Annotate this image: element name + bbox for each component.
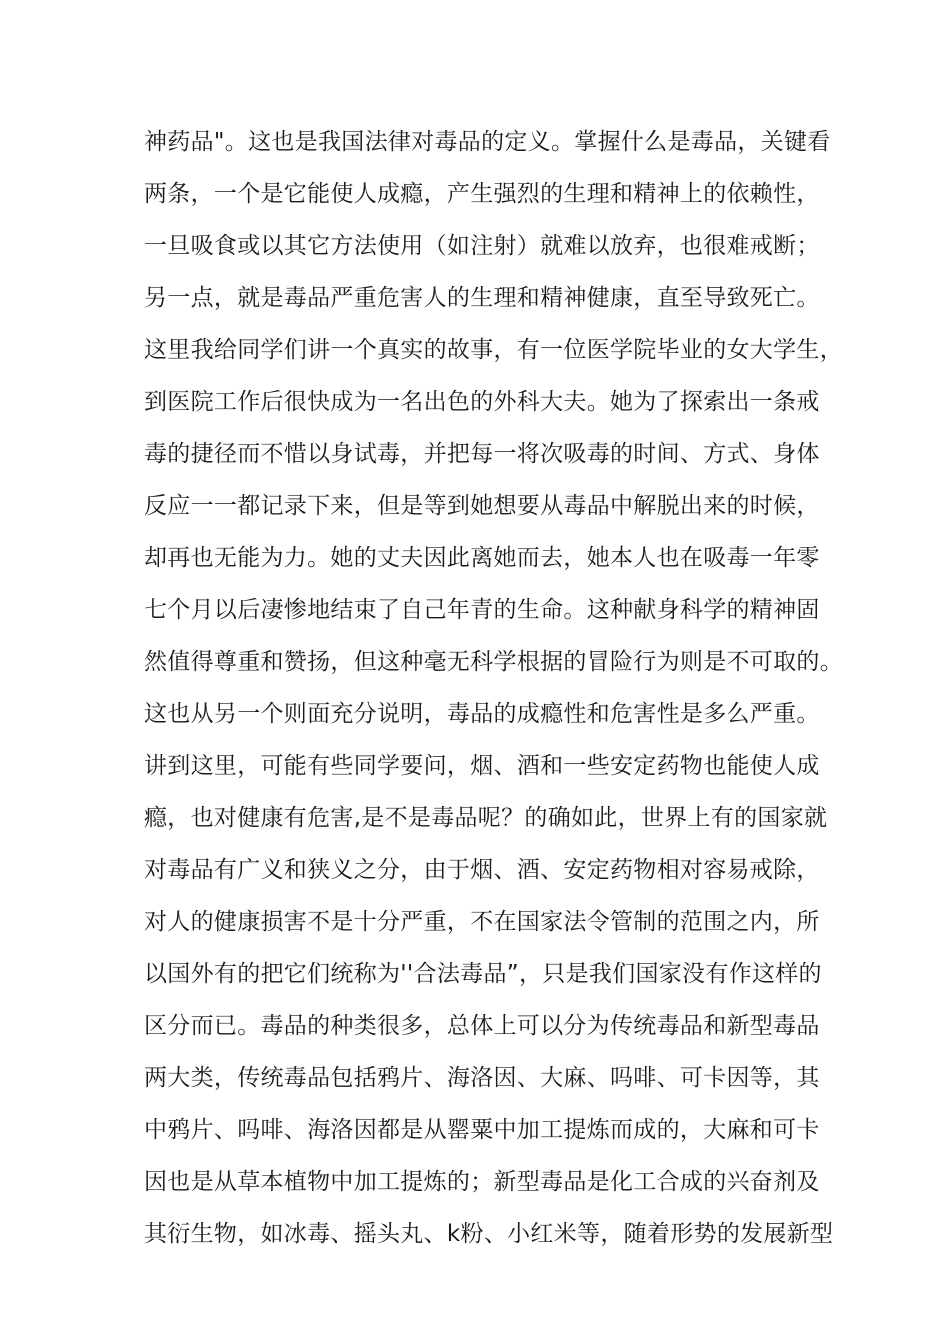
text-line: 到医院工作后很快成为一名出色的外科大夫。她为了探索出一条戒: [144, 389, 820, 415]
text-line: 反应一一都记录下来，但是等到她想要从毒品中解脱出来的时候，: [144, 493, 820, 519]
text-line: 这里我给同学们讲一个真实的故事，有一位医学院毕业的女大学生，: [144, 337, 843, 363]
text-line: 神药品"。这也是我国法律对毒品的定义。掌握什么是毒品，关键看: [144, 129, 831, 155]
text-line: 一旦吸食或以其它方法使用（如注射）就难以放弃，也很难戒断；: [144, 233, 820, 259]
text-line: 其衍生物，如冰毒、摇头丸、k粉、小红米等，随着形势的发展新型: [144, 1221, 834, 1247]
text-line: 对人的健康损害不是十分严重，不在国家法令管制的范围之内，所: [144, 909, 820, 935]
text-line: 因也是从草本植物中加工提炼的；新型毒品是化工合成的兴奋剂及: [144, 1169, 820, 1195]
text-line: 讲到这里，可能有些同学要问，烟、酒和一些安定药物也能使人成: [144, 753, 820, 779]
text-line: 中鸦片、吗啡、海洛因都是从罂粟中加工提炼而成的，大麻和可卡: [144, 1117, 820, 1143]
text-line: 这也从另一个则面充分说明，毒品的成瘾性和危害性是多么严重。: [144, 701, 820, 727]
text-line: 对毒品有广义和狭义之分，由于烟、酒、安定药物相对容易戒除，: [144, 857, 820, 883]
text-line: 区分而已。毒品的种类很多，总体上可以分为传统毒品和新型毒品: [144, 1013, 820, 1039]
text-line: 却再也无能为力。她的丈夫因此离她而去，她本人也在吸毒一年零: [144, 545, 820, 571]
text-line: 七个月以后凄惨地结束了自己年青的生命。这种献身科学的精神固: [144, 597, 820, 623]
body-text: [144, 122, 844, 1266]
text-line: 两条，一个是它能使人成瘾，产生强烈的生理和精神上的依赖性，: [144, 181, 820, 207]
text-line: 另一点，就是毒品严重危害人的生理和精神健康，直至导致死亡。: [144, 285, 820, 311]
text-line: 毒的捷径而不惜以身试毒，并把每一将次吸毒的时间、方式、身体: [144, 441, 820, 467]
text-line: 然值得尊重和赞扬，但这种毫无科学根据的冒险行为则是不可取的。: [144, 649, 843, 675]
text-line: 两大类，传统毒品包括鸦片、海洛因、大麻、吗啡、可卡因等，其: [144, 1065, 820, 1091]
text-line: 瘾，也对健康有危害,是不是毒品呢？的确如此，世界上有的国家就: [144, 805, 828, 831]
text-line: 以国外有的把它们统称为''合法毒品”，只是我们国家没有作这样的: [144, 961, 822, 987]
